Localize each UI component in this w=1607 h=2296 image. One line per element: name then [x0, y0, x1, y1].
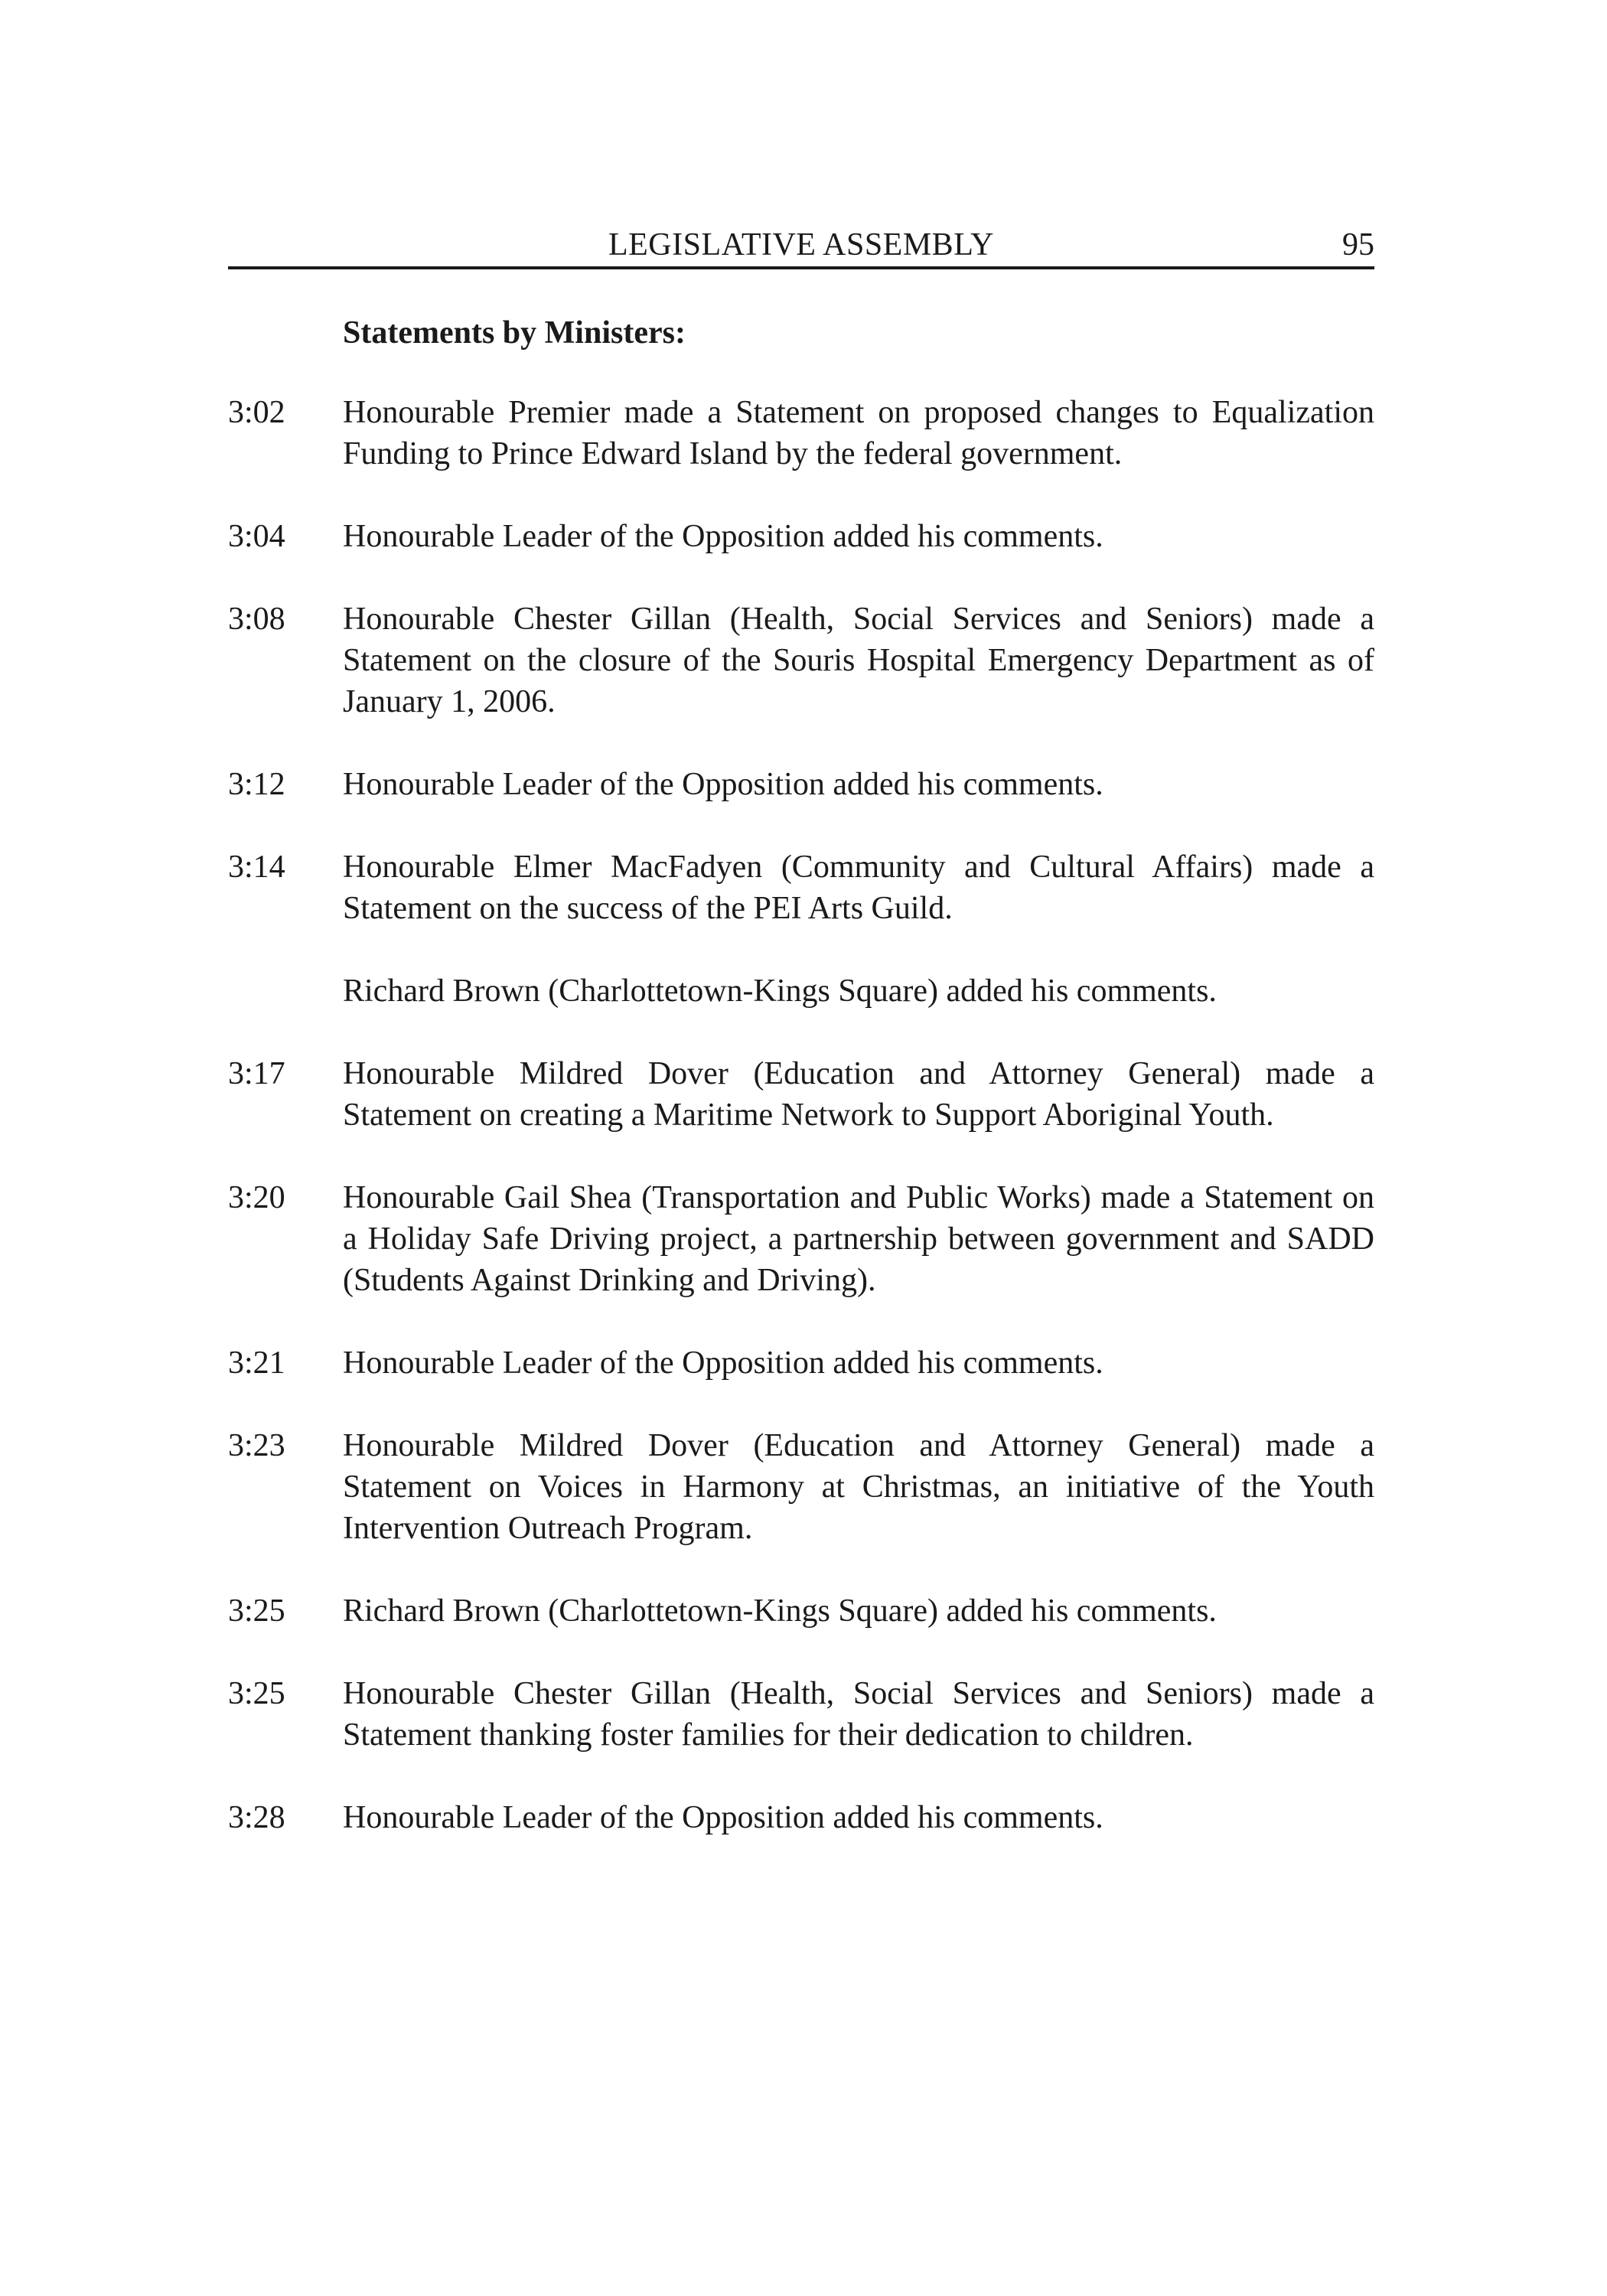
entry-time: 3:04 — [228, 519, 285, 554]
entry-time: 3:20 — [228, 1180, 285, 1215]
entry-time: 3:12 — [228, 767, 285, 802]
entry — [228, 392, 1374, 475]
entry-text: Honourable Leader of the Opposition added his comments. — [343, 1800, 1103, 1835]
entry-text: Honourable Leader of the Opposition added his comments. — [343, 519, 1103, 554]
entry-time: 3:25 — [228, 1593, 285, 1629]
entry — [228, 764, 1374, 805]
entry-text: Honourable Mildred Dover (Education and Attorney General) made a Statement on creating a Maritime Network to Support Aboriginal Youth. — [343, 1056, 1374, 1133]
entry-time: 3:21 — [228, 1345, 285, 1381]
running-header — [228, 222, 1374, 269]
entry — [228, 1053, 1374, 1136]
entry-text: Honourable Leader of the Opposition added his comments. — [343, 1345, 1103, 1381]
header-title: LEGISLATIVE ASSEMBLY — [608, 227, 994, 263]
entry-text: Honourable Mildred Dover (Education and Attorney General) made a Statement on Voices in Harmony at Christmas, an initiative of the Youth Intervention Outreach Program. — [343, 1428, 1374, 1546]
entry-text: Honourable Premier made a Statement on proposed changes to Equalization Funding to Prince Edward Island by the federal government. — [343, 395, 1374, 471]
page-number: 95 — [1342, 227, 1374, 263]
entry-time: 3:14 — [228, 850, 285, 885]
entries-list — [228, 392, 1374, 1838]
entry-text: Honourable Chester Gillan (Health, Social Services and Seniors) made a Statement on the closure of the Souris Hospital Emergency Department as of January 1, 2006. — [343, 602, 1374, 719]
entry — [228, 516, 1374, 557]
entry — [228, 598, 1374, 722]
entry-text: Honourable Chester Gillan (Health, Social Services and Seniors) made a Statement thanking foster families for their dedication to children. — [343, 1676, 1374, 1753]
entry — [228, 1673, 1374, 1756]
entry — [228, 846, 1374, 929]
entry — [228, 970, 1374, 1012]
entry-text: Honourable Leader of the Opposition added his comments. — [343, 767, 1103, 802]
entry-time: 3:25 — [228, 1676, 285, 1711]
entry-time: 3:23 — [228, 1428, 285, 1463]
document-page — [228, 222, 1374, 1880]
entry-text: Honourable Elmer MacFadyen (Community and Cultural Affairs) made a Statement on the success of the PEI Arts Guild. — [343, 850, 1374, 926]
entry-time: 3:08 — [228, 602, 285, 637]
entry-text: Honourable Gail Shea (Transportation and Public Works) made a Statement on a Holiday Safe Driving project, a partnership between government and SADD (Students Against Drinking and Driving). — [343, 1180, 1374, 1298]
entry — [228, 1342, 1374, 1384]
entry-time — [228, 970, 343, 1012]
entry-text: Richard Brown (Charlottetown-Kings Square) added his comments. — [343, 974, 1217, 1009]
entry-time: 3:02 — [228, 395, 285, 430]
entry — [228, 1590, 1374, 1632]
entry — [228, 1797, 1374, 1838]
section-heading: Statements by Ministers: — [343, 315, 686, 351]
entry-time: 3:28 — [228, 1800, 285, 1835]
entry-text: Richard Brown (Charlottetown-Kings Square) added his comments. — [343, 1593, 1217, 1629]
entry — [228, 1177, 1374, 1301]
entry-time: 3:17 — [228, 1056, 285, 1091]
entry — [228, 1425, 1374, 1549]
